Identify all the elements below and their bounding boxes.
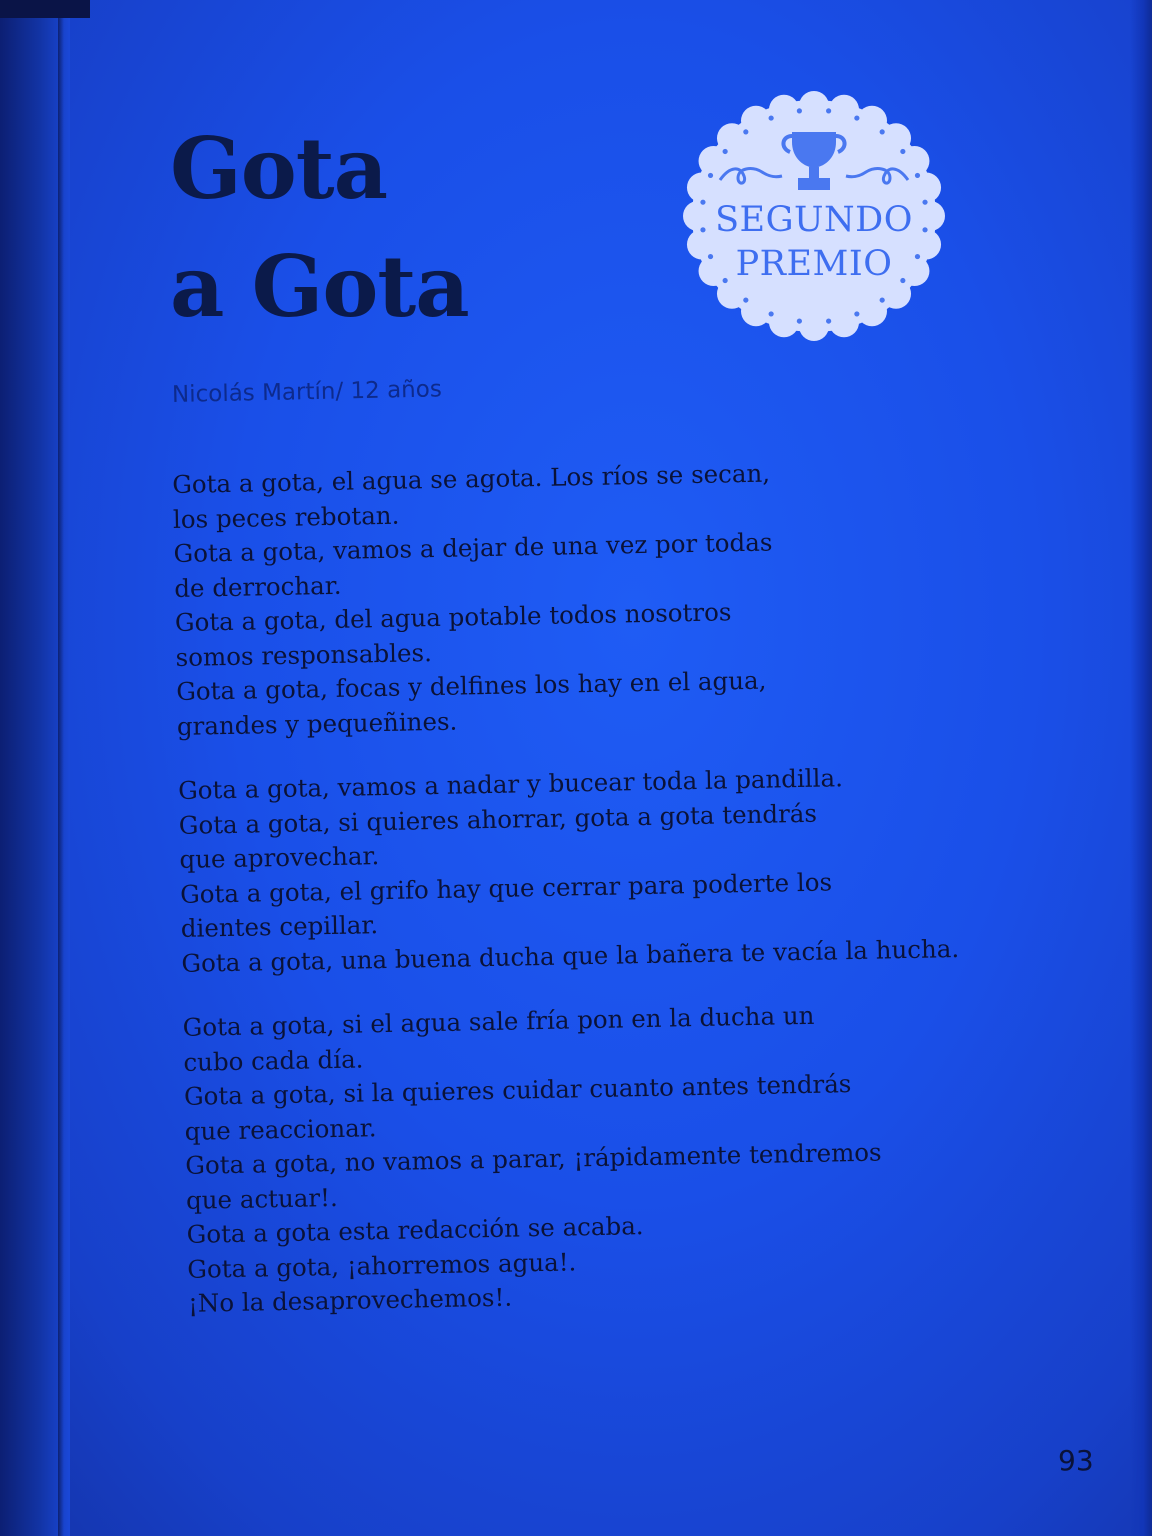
poem-line: dientes cepillar.: [180, 910, 379, 943]
poem-stanza: [182, 994, 1088, 1322]
poem-line: Gota a gota, el grifo hay que cerrar para poderte los: [179, 866, 833, 909]
poem-line: Gota a gota, vamos a nadar y bucear toda la pandilla.: [177, 763, 844, 805]
poem-line: somos responsables.: [175, 637, 433, 672]
poem-line: Gota a gota, si quieres ahorrar, gota a gota tendrás: [178, 798, 818, 840]
page-number: 93: [1058, 1444, 1094, 1477]
badge-line-1: SEGUNDO: [715, 200, 913, 240]
title-line-2: a Gota: [170, 237, 469, 336]
poem-line: Gota a gota, del agua potable todos nosotros: [174, 597, 732, 637]
poem-stanza: [172, 451, 1077, 744]
author-byline: Nicolás Martín/ 12 años: [171, 376, 443, 408]
poem-body: [172, 451, 1089, 1352]
poem-line: Gota a gota, focas y delfines los hay en el agua,: [176, 665, 767, 706]
poem-line: Gota a gota, una buena ducha que la bañera te vacía la hucha.: [181, 933, 960, 978]
poem-stanza: [178, 757, 1082, 981]
poem-line: que actuar!.: [185, 1182, 338, 1215]
poem-line: Gota a gota, el agua se agota. Los ríos se secan,: [172, 458, 771, 499]
badge-line-2: PREMIO: [735, 244, 893, 284]
poem-line: Gota a gota esta redacción se acaba.: [186, 1211, 644, 1249]
poem-line: Gota a gota, vamos a dejar de una vez por todas: [173, 527, 773, 568]
poem-line: grandes y pequeñines.: [176, 706, 458, 741]
poem-line: Gota a gota, si la quieres cuidar cuanto antes tendrás: [183, 1069, 852, 1111]
poem-line: cubo cada día.: [183, 1043, 364, 1077]
poem-line: ¡No la desaprovechemos!.: [187, 1282, 513, 1318]
badge-label: [680, 198, 948, 286]
poem-line: Gota a gota, no vamos a parar, ¡rápidamente tendremos: [185, 1137, 882, 1180]
poem-title: [170, 110, 630, 346]
poem-line: Gota a gota, ¡ahorremos agua!.: [187, 1246, 577, 1284]
poem-line: los peces rebotan.: [172, 500, 400, 534]
title-line-1: Gota: [170, 119, 387, 218]
poem-line: de derrochar.: [174, 570, 342, 603]
poem-line: que reaccionar.: [184, 1112, 377, 1146]
poem-line: que aprovechar.: [179, 841, 380, 874]
award-badge: [680, 88, 948, 344]
poem-line: Gota a gota, si el agua sale fría pon en la ducha un: [182, 1000, 815, 1042]
